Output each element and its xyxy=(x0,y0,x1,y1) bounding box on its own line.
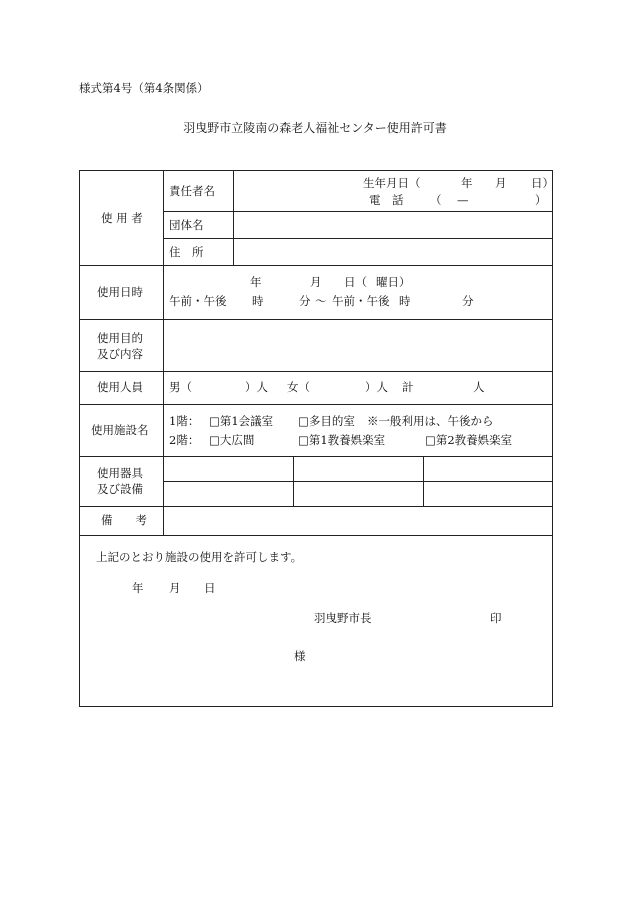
room-checkbox-multipurpose[interactable]: □多目的室 xyxy=(298,414,355,428)
birth-year-label: 年 xyxy=(461,176,473,190)
column-divider xyxy=(163,171,164,535)
phone-dash: — xyxy=(457,193,469,207)
male-label: 男（ xyxy=(169,380,192,394)
date-month-label: 月 xyxy=(310,275,322,289)
addressee-label: 様 xyxy=(294,649,306,663)
date-day-label: 日（ xyxy=(344,275,367,289)
room-checkbox-meeting1[interactable]: □第1会議室 xyxy=(209,414,274,428)
equipment-label-line1: 使用器具 xyxy=(97,466,143,480)
time-from-hour: 時 xyxy=(252,294,264,308)
floor2-label: 2階： xyxy=(169,433,200,447)
group-label: 団体名 xyxy=(169,218,204,232)
row-divider xyxy=(163,211,553,212)
permit-day-label: 日 xyxy=(204,581,216,595)
form-number: 様式第4号（第4条関係） xyxy=(79,81,209,95)
time-to-minute: 分 xyxy=(462,294,474,308)
row-divider xyxy=(80,371,553,372)
date-year-label: 年 xyxy=(250,275,262,289)
floor1-label: 1階： xyxy=(169,414,200,428)
room-checkbox-recreation1[interactable]: □第1教養娯楽室 xyxy=(298,433,386,447)
column-divider xyxy=(293,456,294,506)
facility-label: 使用施設名 xyxy=(91,423,149,437)
permit-statement: 上記のとおり施設の使用を許可します。 xyxy=(96,550,303,564)
time-from-ampm: 午前・午後 xyxy=(169,294,227,308)
permit-year-label: 年 xyxy=(132,581,144,595)
time-to-ampm: 午前・午後 xyxy=(332,294,390,308)
page-title: 羽曳野市立陵南の森老人福祉センター使用許可書 xyxy=(183,121,447,135)
datetime-label: 使用日時 xyxy=(97,285,143,299)
total-unit: 人 xyxy=(473,380,485,394)
total-label: 計 xyxy=(402,380,414,394)
responsible-label: 責任者名 xyxy=(169,184,215,198)
time-from-minute: 分 xyxy=(299,294,311,308)
birth-month-label: 月 xyxy=(495,176,507,190)
row-divider xyxy=(80,535,553,536)
female-unit: ）人 xyxy=(365,380,388,394)
row-divider xyxy=(163,238,553,239)
row-divider xyxy=(80,265,553,266)
purpose-label-line1: 使用目的 xyxy=(97,331,143,345)
room-checkbox-recreation2[interactable]: □第2教養娯楽室 xyxy=(425,433,513,447)
user-label: 使 用 者 xyxy=(101,211,143,225)
purpose-label-line2: 及び内容 xyxy=(97,347,143,361)
row-divider xyxy=(163,481,553,482)
seal-mark: 印 xyxy=(490,611,502,625)
birth-day-label: 日） xyxy=(531,176,554,190)
row-divider xyxy=(80,319,553,320)
people-label: 使用人員 xyxy=(97,380,143,394)
row-divider xyxy=(80,456,553,457)
time-tilde: 〜 xyxy=(315,294,327,308)
equipment-label-line2: 及び設備 xyxy=(97,482,143,496)
time-to-hour: 時 xyxy=(399,294,411,308)
phone-label: 電 話 xyxy=(369,193,404,207)
birth-label: 生年月日（ xyxy=(363,176,421,190)
remarks-label: 備 考 xyxy=(101,513,147,527)
male-unit: ）人 xyxy=(245,380,268,394)
female-label: 女（ xyxy=(287,380,310,394)
permit-form-table xyxy=(79,170,553,707)
room-checkbox-hall[interactable]: □大広間 xyxy=(209,433,255,447)
row-divider xyxy=(80,404,553,405)
facility-note: ※一般利用は、午後から xyxy=(367,414,494,428)
phone-close: ） xyxy=(535,193,547,207)
permit-month-label: 月 xyxy=(169,581,181,595)
phone-open: （ xyxy=(430,193,442,207)
row-divider xyxy=(80,506,553,507)
column-divider xyxy=(233,171,234,265)
mayor-label: 羽曳野市長 xyxy=(314,611,372,625)
column-divider xyxy=(423,456,424,506)
address-label: 住 所 xyxy=(169,245,204,259)
date-weekday-label: 曜日） xyxy=(376,275,411,289)
